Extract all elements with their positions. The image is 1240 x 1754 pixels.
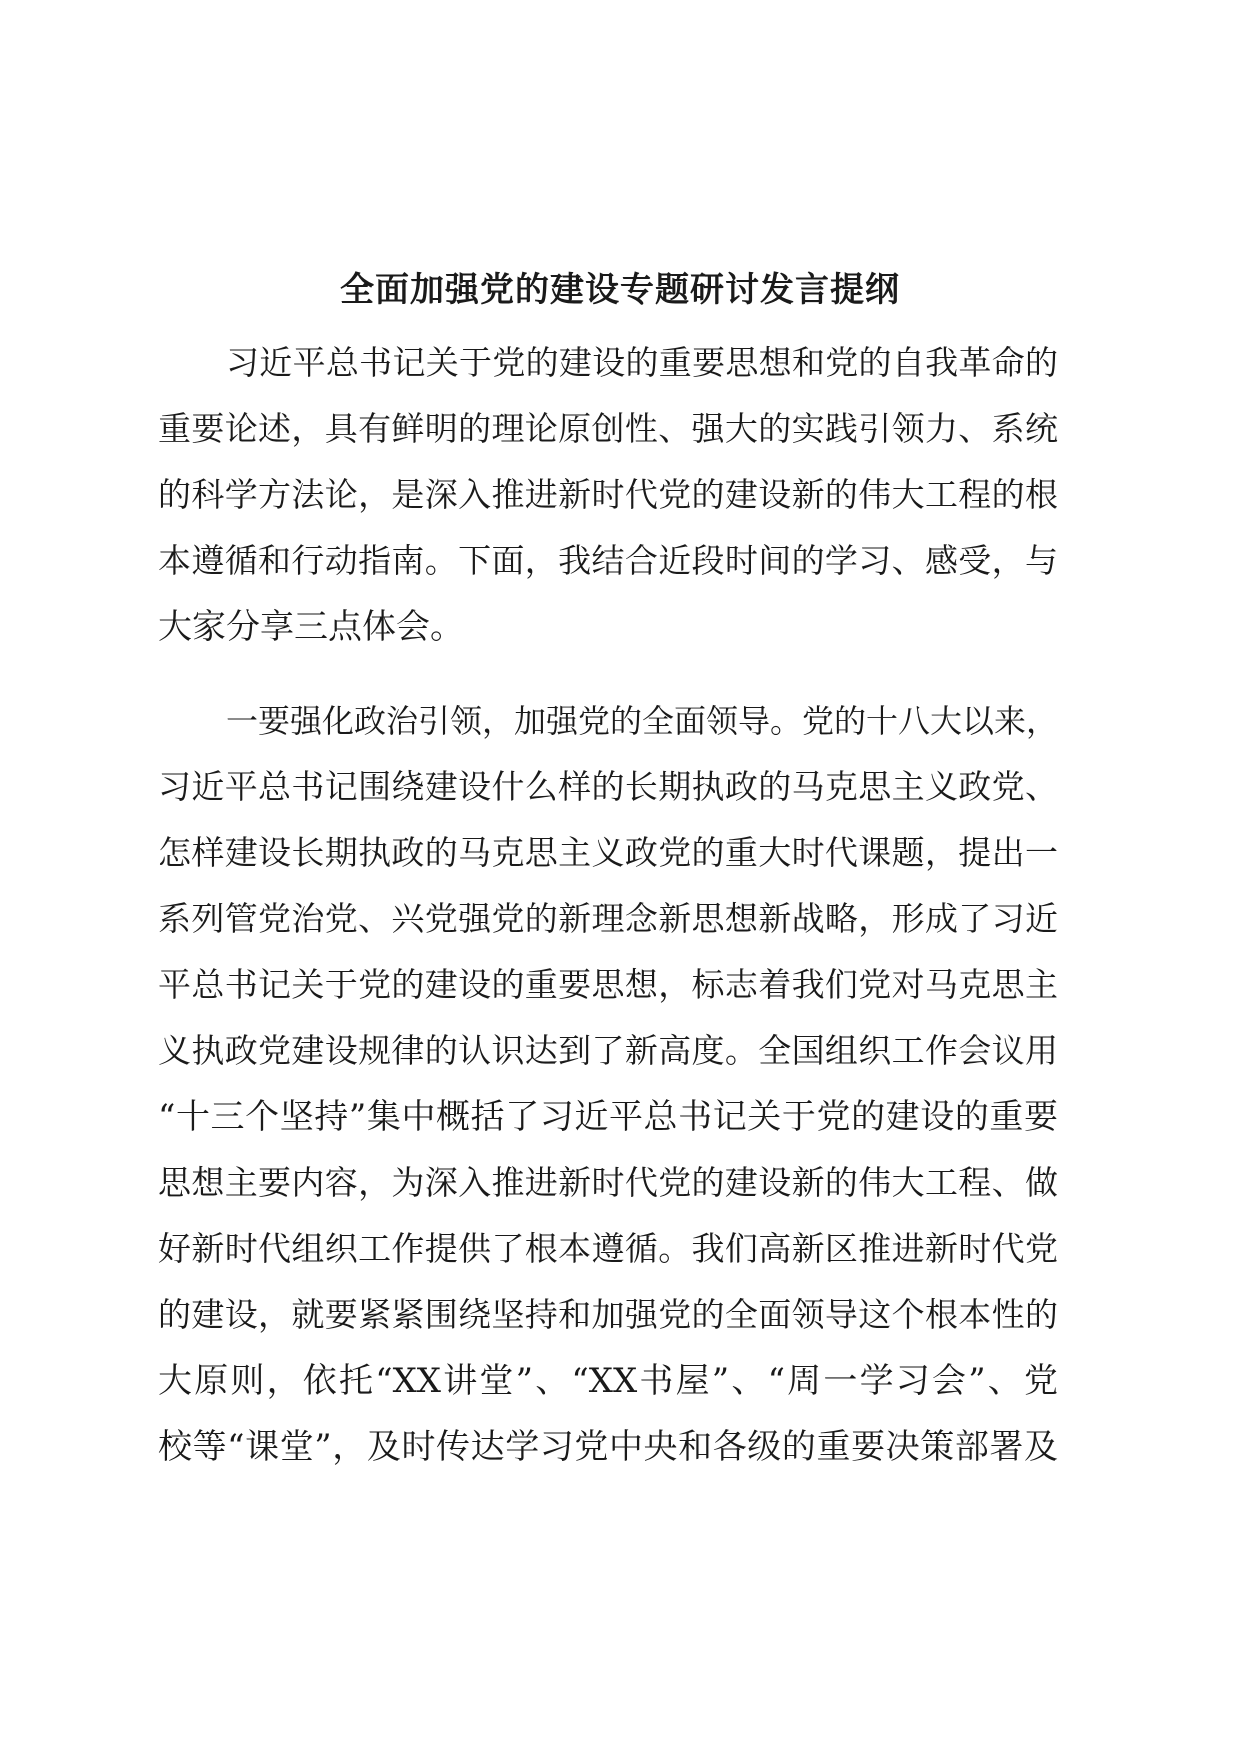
paragraph-line: 怎样建设长期执政的马克思主义政党的重大时代课题，提出一	[158, 833, 1058, 872]
paragraph-line: 习近平总书记关于党的建设的重要思想和党的自我革命的	[226, 343, 1058, 382]
paragraph-line: 的建设，就要紧紧围绕坚持和加强党的全面领导这个根本性的	[158, 1295, 1058, 1334]
paragraph-line: 的科学方法论，是深入推进新时代党的建设新的伟大工程的根	[158, 475, 1058, 514]
paragraph-line: 义执政党建设规律的认识达到了新高度。全国组织工作会议用	[158, 1031, 1058, 1070]
paragraph-line: 思想主要内容，为深入推进新时代党的建设新的伟大工程、做	[158, 1163, 1058, 1202]
paragraph-line: 大原则，依托“XX讲堂”、“XX书屋”、“周一学习会”、党	[158, 1361, 1058, 1401]
paragraph-line: 本遵循和行动指南。下面，我结合近段时间的学习、感受，与	[158, 541, 1058, 580]
paragraph-line: 平总书记关于党的建设的重要思想，标志着我们党对马克思主	[158, 965, 1058, 1004]
paragraph-line: 一要强化政治引领，加强党的全面领导。党的十八大以来，	[226, 702, 1059, 740]
paragraph-line: 大家分享三点体会。	[158, 607, 464, 647]
paragraph-line: 习近平总书记围绕建设什么样的长期执政的马克思主义政党、	[158, 767, 1058, 806]
paragraph-line: 系列管党治党、兴党强党的新理念新思想新战略，形成了习近	[158, 899, 1058, 938]
paragraph-line: 好新时代组织工作提供了根本遵循。我们高新区推进新时代党	[158, 1229, 1058, 1268]
document-title: 全面加强党的建设专题研讨发言提纲	[340, 270, 900, 310]
paragraph-line: 重要论述，具有鲜明的理论原创性、强大的实践引领力、系统	[158, 409, 1058, 448]
paragraph-line: 校等“课堂”，及时传达学习党中央和各级的重要决策部署及	[158, 1427, 1058, 1467]
paragraph-line: “十三个坚持”集中概括了习近平总书记关于党的建设的重要	[158, 1097, 1058, 1137]
